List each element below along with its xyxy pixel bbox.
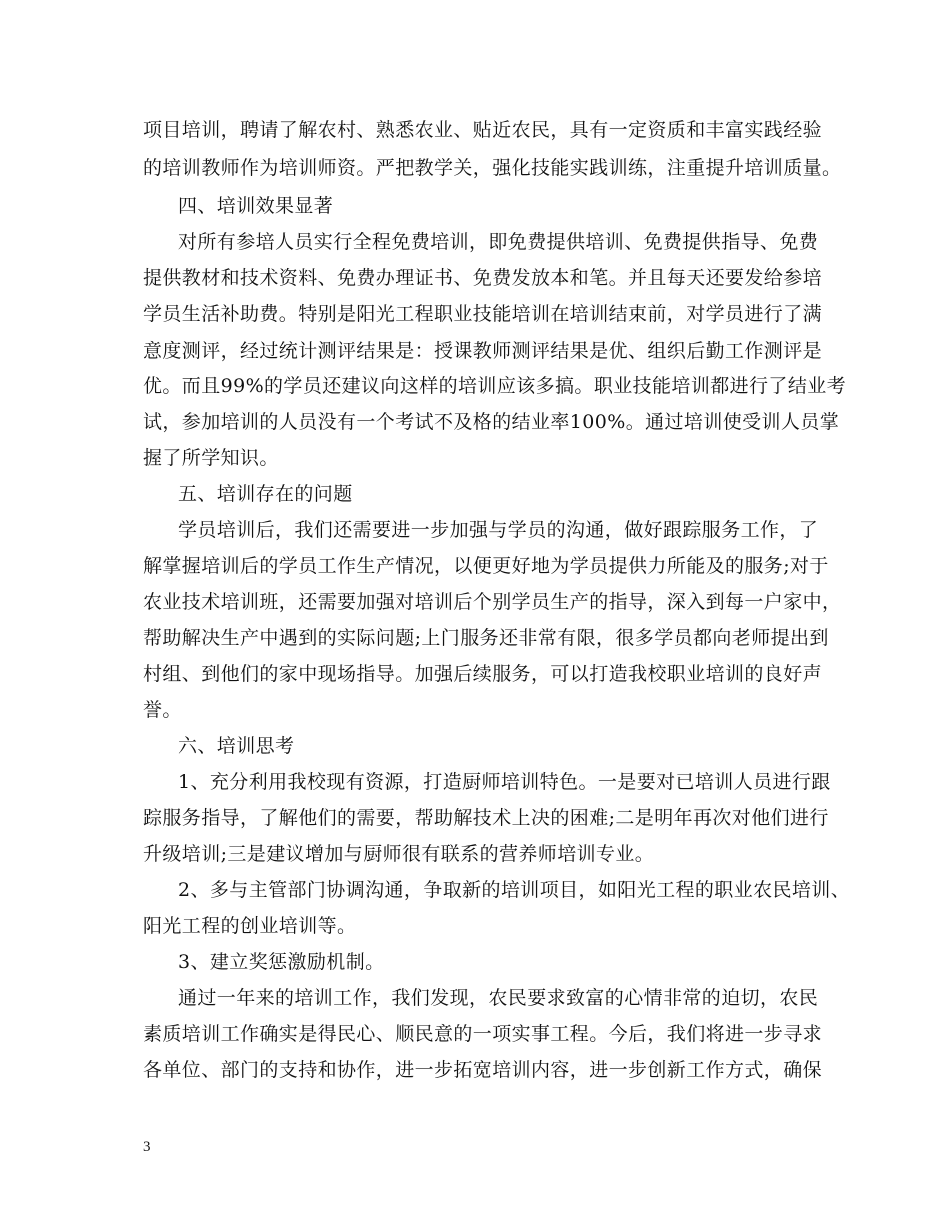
text-line: 誉。 (143, 699, 182, 721)
text-line: 优。而且99%的学员还建议向这样的培训应该多搞。职业技能培训都进行了结业考 (143, 375, 847, 397)
section-heading: 六、培训思考 (178, 735, 295, 757)
text-line: 各单位、部门的支持和协作，进一步拓宽培训内容，进一步创新工作方式，确保 (143, 1059, 823, 1081)
text-line: 2、多与主管部门协调沟通，争取新的培训项目，如阳光工程的职业农民培训、 (178, 879, 851, 901)
text-line: 村组、到他们的家中现场指导。加强后续服务，可以打造我校职业培训的良好声 (143, 663, 823, 685)
text-line: 试，参加培训的人员没有一个考试不及格的结业率100%。通过培训使受训人员掌 (143, 411, 840, 433)
text-line: 1、充分利用我校现有资源，打造厨师培训特色。一是要对已培训人员进行跟 (178, 771, 831, 793)
text-line: 阳光工程的创业培训等。 (143, 915, 357, 937)
section-heading: 五、培训存在的问题 (178, 483, 353, 505)
text-line: 素质培训工作确实是得民心、顺民意的一项实事工程。今后，我们将进一步寻求 (143, 1023, 823, 1045)
text-line: 对所有参培人员实行全程免费培训，即免费提供培训、免费提供指导、免费 (178, 231, 819, 253)
text-line: 帮助解决生产中遇到的实际问题;上门服务还非常有限，很多学员都向老师提出到 (143, 627, 829, 649)
text-line: 握了所学知识。 (143, 447, 279, 469)
text-line: 踪服务指导，了解他们的需要，帮助解技术上决的困难;二是明年再次对他们进行 (143, 807, 829, 829)
page-number: 3 (143, 1139, 151, 1155)
text-line: 学员培训后，我们还需要进一步加强与学员的沟通，做好跟踪服务工作，了 (178, 519, 819, 541)
text-line: 提供教材和技术资料、免费办理证书、免费发放本和笔。并且每天还要发给参培 (143, 267, 823, 289)
text-line: 解掌握培训后的学员工作生产情况，以便更好地为学员提供力所能及的服务;对于 (143, 555, 829, 577)
text-line: 3、建立奖惩激励机制。 (178, 951, 385, 973)
text-line: 的培训教师作为培训师资。严把教学关，强化技能实践训练，注重提升培训质量。 (143, 157, 842, 179)
text-line: 项目培训，聘请了解农村、熟悉农业、贴近农民，具有一定资质和丰富实践经验 (143, 119, 823, 141)
text-line: 意度测评，经过统计测评结果是：授课教师测评结果是优、组织后勤工作测评是 (143, 340, 823, 362)
section-heading: 四、培训效果显著 (178, 195, 334, 217)
text-line: 农业技术培训班，还需要加强对培训后个别学员生产的指导，深入到每一户家中， (143, 591, 842, 613)
text-line: 学员生活补助费。特别是阳光工程职业技能培训在培训结束前，对学员进行了满 (143, 303, 823, 325)
text-line: 升级培训;三是建议增加与厨师很有联系的营养师培训专业。 (143, 843, 655, 865)
text-line: 通过一年来的培训工作，我们发现，农民要求致富的心情非常的迫切，农民 (178, 987, 819, 1009)
